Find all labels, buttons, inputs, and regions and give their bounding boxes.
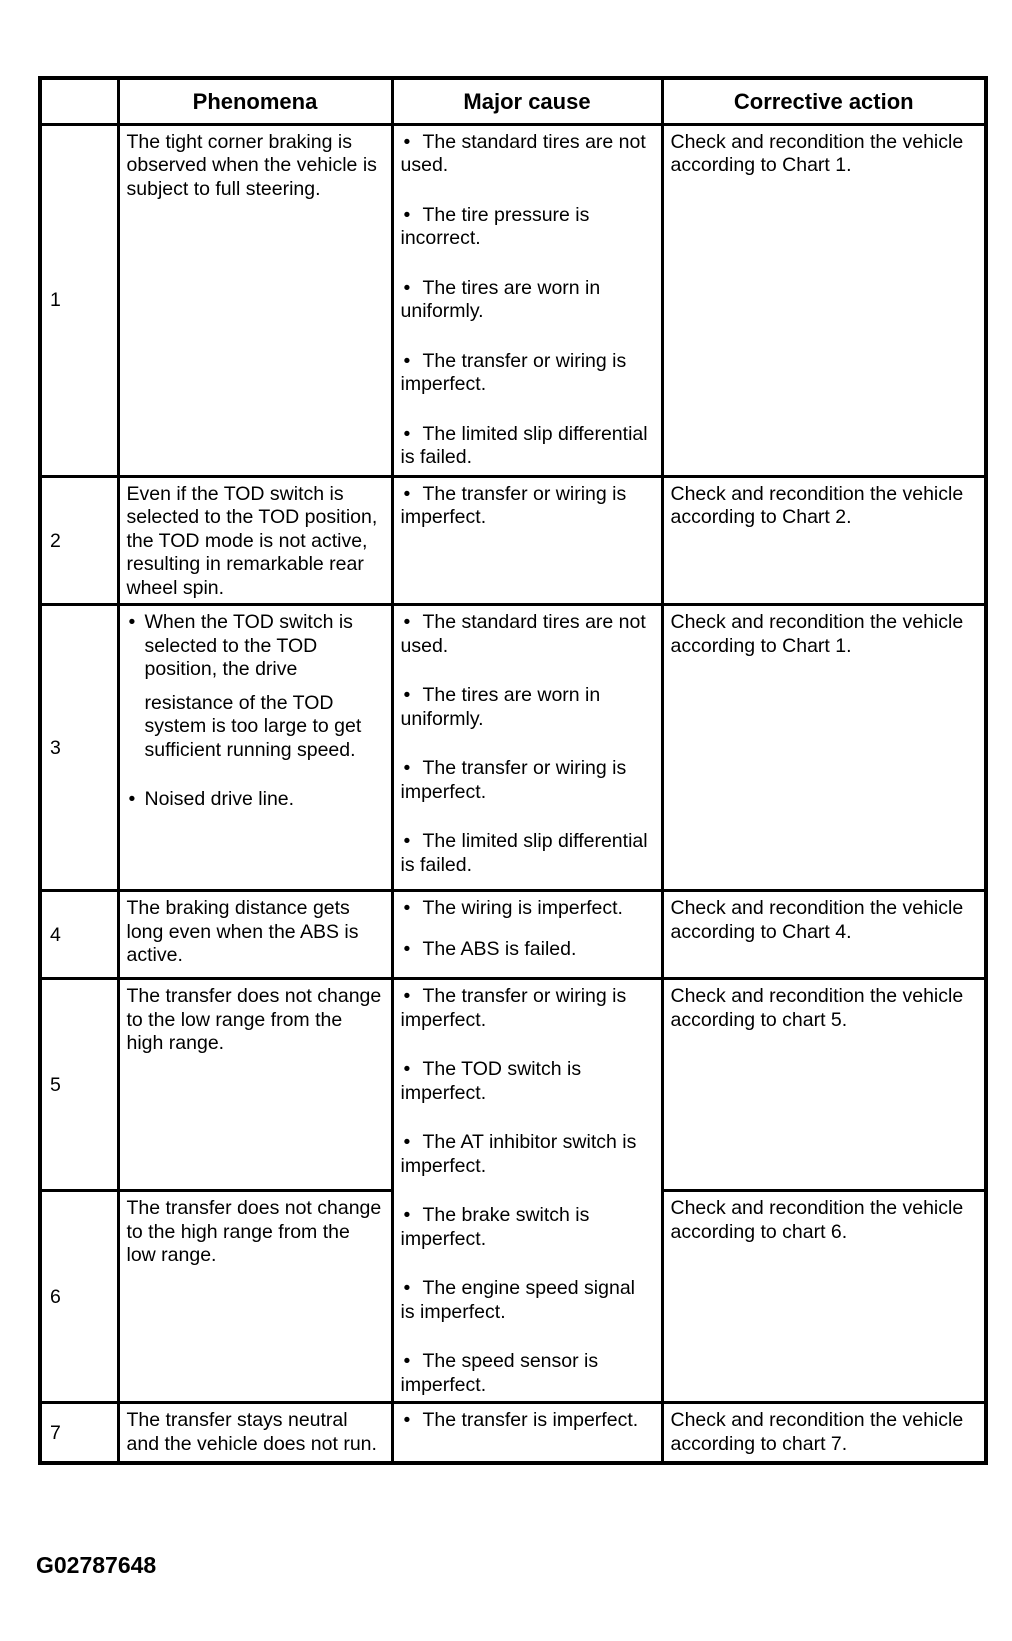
bullet-icon: • — [403, 1204, 411, 1226]
list-item — [401, 131, 654, 178]
cause-cell — [392, 124, 662, 476]
cause-cell — [392, 605, 662, 891]
phenomena-text: Noised drive line. — [144, 788, 295, 810]
cause-text: The transfer is imperfect. — [422, 1409, 639, 1431]
row-number: 3 — [40, 605, 118, 891]
phenomena-cell: The tight corner braking is observed when the vehicle is subject to full steering. — [118, 124, 392, 476]
row-number: 5 — [40, 979, 118, 1191]
cause-text: The wiring is imperfect. — [422, 897, 623, 919]
bullet-icon: • — [403, 130, 411, 153]
table-row — [40, 476, 986, 605]
header-corrective-action: Corrective action — [662, 78, 986, 124]
list-item — [128, 611, 384, 682]
list-item — [401, 757, 654, 804]
list-item — [401, 611, 654, 658]
cause-cell — [392, 979, 662, 1403]
bullet-icon: • — [403, 757, 411, 779]
cause-text: The tire pressure is incorrect. — [400, 203, 590, 249]
row-number: 1 — [40, 124, 118, 476]
bullet-icon: • — [403, 203, 411, 226]
phenomena-cell: The braking distance gets long even when the ABS is active. — [118, 891, 392, 979]
bullet-icon: • — [403, 684, 411, 706]
cause-text: The transfer or wiring is imperfect. — [400, 482, 627, 528]
list-item — [401, 423, 654, 470]
list-item — [401, 1350, 654, 1397]
list-item — [401, 938, 654, 962]
bullet-icon: • — [403, 1131, 411, 1153]
cause-text: The limited slip differential is failed. — [400, 422, 648, 468]
action-cell: Check and recondition the vehicle according to chart 6. — [662, 1191, 986, 1403]
cause-text: The engine speed signal is imperfect. — [400, 1277, 635, 1323]
bullet-icon: • — [403, 897, 411, 919]
action-cell: Check and recondition the vehicle according to Chart 2. — [662, 476, 986, 605]
cause-cell — [392, 891, 662, 979]
action-cell: Check and recondition the vehicle according to chart 7. — [662, 1403, 986, 1463]
bullet-icon: • — [403, 482, 411, 505]
cause-text: The limited slip differential is failed. — [400, 830, 648, 876]
bullet-icon: • — [403, 276, 411, 299]
cause-text: The speed sensor is imperfect. — [400, 1350, 599, 1396]
action-cell: Check and recondition the vehicle according to chart 5. — [662, 979, 986, 1191]
list-item — [401, 350, 654, 397]
bullet-icon: • — [403, 830, 411, 852]
list-item — [401, 1277, 654, 1324]
list-item — [401, 1204, 654, 1251]
table-row — [40, 605, 986, 891]
phenomena-cell: The transfer stays neutral and the vehicle does not run. — [118, 1403, 392, 1463]
action-cell: Check and recondition the vehicle according to Chart 4. — [662, 891, 986, 979]
phenomena-text: When the TOD switch is selected to the TOD position, the drive — [144, 611, 353, 680]
cause-text: The standard tires are not used. — [400, 611, 646, 657]
cause-text: The tires are worn in uniformly. — [400, 276, 601, 322]
phenomena-cell — [118, 605, 392, 891]
table-row — [40, 124, 986, 476]
bullet-icon: • — [403, 937, 411, 960]
row-number: 4 — [40, 891, 118, 979]
list-item — [401, 204, 654, 251]
cause-text: The ABS is failed. — [422, 937, 577, 960]
list-item — [401, 897, 654, 921]
bullet-icon: • — [128, 788, 136, 810]
cause-text: The TOD switch is imperfect. — [400, 1058, 582, 1104]
header-number — [40, 78, 118, 124]
cause-text: The AT inhibitor switch is imperfect. — [400, 1131, 637, 1177]
table-row — [40, 1403, 986, 1463]
bullet-icon: • — [403, 1409, 411, 1431]
table-row — [40, 891, 986, 979]
row-number: 7 — [40, 1403, 118, 1463]
cause-text: The transfer or wiring is imperfect. — [400, 349, 627, 395]
cause-cell — [392, 476, 662, 605]
bullet-icon: • — [128, 611, 136, 633]
cause-text: The brake switch is imperfect. — [400, 1204, 590, 1250]
list-item — [401, 985, 654, 1032]
header-row — [40, 78, 986, 124]
bullet-icon: • — [403, 1277, 411, 1299]
figure-id: G02787648 — [36, 1552, 157, 1578]
diagnosis-table — [38, 76, 988, 1465]
cause-text: The transfer or wiring is imperfect. — [400, 985, 627, 1031]
action-cell: Check and recondition the vehicle according to Chart 1. — [662, 124, 986, 476]
phenomena-cell: The transfer does not change to the low range from the high range. — [118, 979, 392, 1191]
table-row — [40, 979, 986, 1191]
row-number: 2 — [40, 476, 118, 605]
bullet-icon: • — [403, 985, 411, 1007]
list-item — [401, 1131, 654, 1178]
cause-text: The transfer or wiring is imperfect. — [400, 757, 627, 803]
bullet-icon: • — [403, 349, 411, 372]
phenomena-text: resistance of the TOD system is too large to get sufficient running speed. — [144, 691, 362, 761]
phenomena-cell: Even if the TOD switch is selected to the TOD position, the TOD mode is not active, resulting in remarkable rear wheel spin. — [118, 476, 392, 605]
bullet-icon: • — [403, 422, 411, 445]
list-item — [401, 830, 654, 877]
list-item — [401, 277, 654, 324]
bullet-icon: • — [403, 611, 411, 633]
row-number: 6 — [40, 1191, 118, 1403]
phenomena-cell: The transfer does not change to the high range from the low range. — [118, 1191, 392, 1403]
cause-text: The tires are worn in uniformly. — [400, 684, 601, 730]
cause-text: The standard tires are not used. — [400, 130, 646, 176]
cause-cell — [392, 1403, 662, 1463]
bullet-icon: • — [403, 1350, 411, 1372]
header-major-cause: Major cause — [392, 78, 662, 124]
header-phenomena: Phenomena — [118, 78, 392, 124]
action-cell: Check and recondition the vehicle according to Chart 1. — [662, 605, 986, 891]
list-item — [401, 1409, 654, 1433]
list-item — [401, 483, 654, 530]
bullet-icon: • — [403, 1058, 411, 1080]
list-item — [128, 788, 384, 812]
list-item — [401, 684, 654, 731]
list-item — [401, 1058, 654, 1105]
